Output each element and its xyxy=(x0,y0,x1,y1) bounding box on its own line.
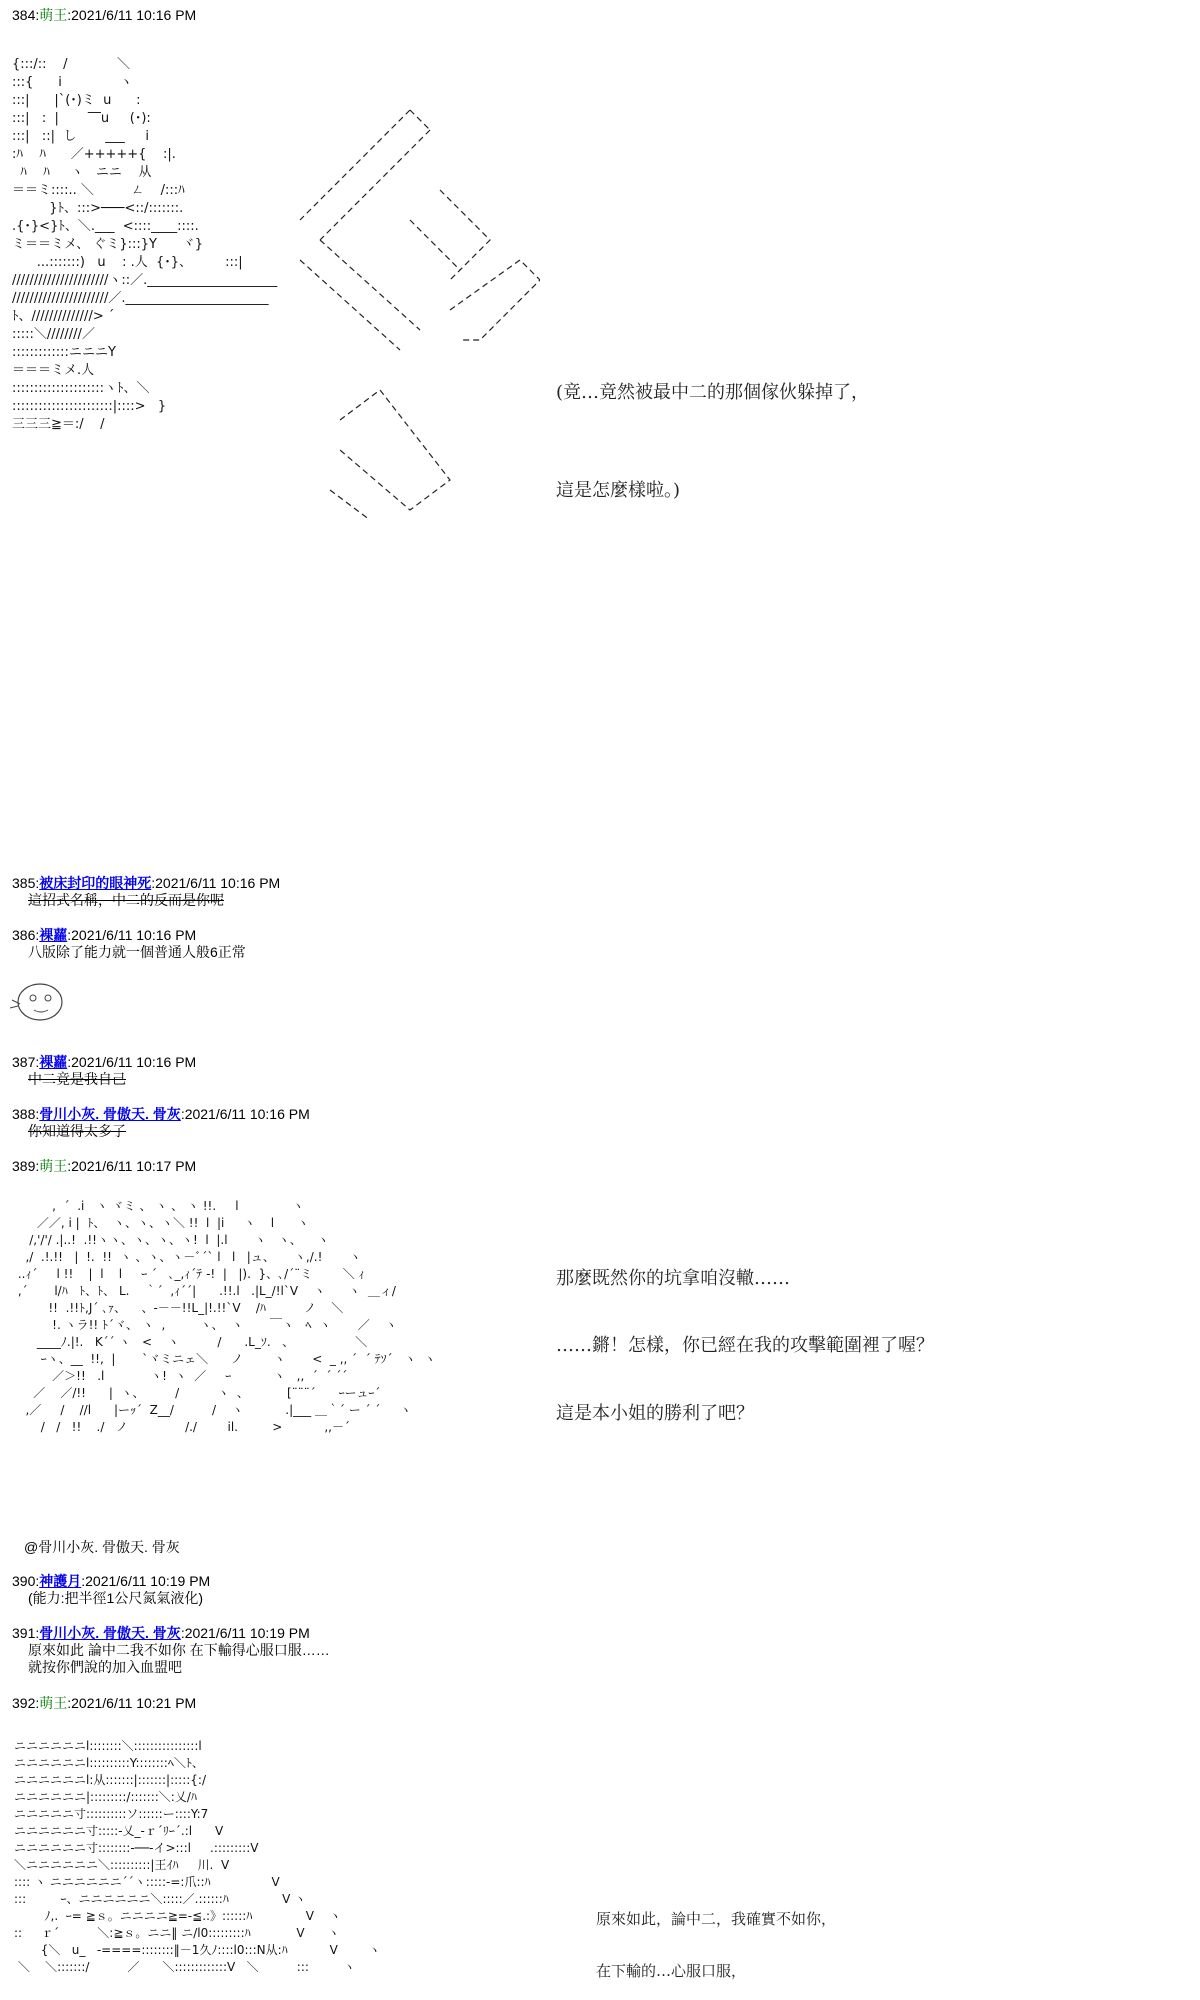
dialog-line: 這是本小姐的勝利了吧？ xyxy=(556,1403,754,1424)
post-number[interactable]: 386 xyxy=(12,927,36,943)
post-number[interactable]: 389 xyxy=(12,1158,36,1174)
ascii-art-389: , ´ .i ヽ ヾミ 、 ヽ 、 ヽ !!. l ヽ ／／, i | ﾄ、 ヽ、ヽ、ヽ＼ !! l |i ヽ l ヽ /,'/'/ .|..! .!!ヽヽ、ヽ、ヽ、ヽ! l |.l ヽ ヽ、 ヽ ,/ .!.!! | !. !! ヽ 、ヽ、ヽ－ﾞ´` l l |ュ、 ヽ,/.! ヽ ..ｨ´ l !! | l l ｰ ´ ､_,ｨ´ﾃ ‐! | |). }、､/´¨ミ ＼ ｨ ,´ l/ﾊ ﾄ、ﾄ、 L. ｀´ ,ｨ´´| .!!.l .|L_/!l`V ヽ ヽ ＿ィ/ !! .!!ﾄ,J´ ､ｧ、 、-－－!!L_|!.!!`V /ﾊ ノ ＼ !. ヽラ!! ﾄ´ヾ、 ヽ , ヽ、 ヽ ￣ヽ ﾍ ヽ ／ ヽ ____ﾉ.|!. K´´ ヽ < ヽ / .L_ｿ. 、 ＼ ｰヽ、__ !!, | `ヾミニェ＼ ノ ヽ < _ ,, ´ ´ ﾃｿ´ ヽ ヽ ／＞!! .l ヽ! ヽ ／ ｰ ヽ ,, ´ ´ ´´ ／ ／/!! | ヽ、 / ヽ 、 [¨¨¨´ ｰーュｰ´ ,／ / //l |ーｯ´ Z__/ / ヽ .|___ ＿｀´ ー ´ ´ ヽ / / !! ./ ノ /./ il. > ,,－´ xyxy=(17,1199,436,1434)
post-date: 2021/6/11 10:16 PM xyxy=(71,1054,197,1070)
poster-name[interactable]: 骨川小灰. 骨傲天. 骨灰 xyxy=(39,1106,181,1122)
ascii-art-392: ニニニニニニl::::::::＼::::::::::::::::l ニニニニニニl::::::::::Y::::::::ﾍ＼ﾄ、 ニニニニニニl:从:::::::|:::::::|:::::{:/ ニニニニニニ|:::::::::/:::::::＼:乂/ﾊ ニニニニニ寸::::::::::ソ::::::ー::::Y:7 ニニニニニニ寸:::::‐乂_‐ｒ´ﾘｰ´.:l V ニニニニニニ寸::::::::‐──‐イ>:::l .:::::::::V ＼ニニニニニニ＼::::::::::|王ｲﾊ 川. V :::: ヽ ニニニニニニ´´ヽ:::::‐=:爪::ﾊ V ::: ｰ、ニニニニニニ＼:::::／.::::::ﾊ V ヽ ﾉ,. ｰ= ≧ｓ。ニニニニ≧=‐≦.:》::::::ﾊ V ヽ :: ｒ´ ＼:≧ｓ。ニニ‖ ニ/l0:::::::::ﾊ V ヽ {＼ u_ ‐====::::::::‖－1久ﾉ::::l0:::N从:ﾊ V ヽ ＼ ＼:::::::/ ／ ＼:::::::::::::V ＼ ::: ヽ xyxy=(14,1739,381,1974)
dialog-line: (竟…竟然被最中二的那個傢伙躲掉了， xyxy=(556,382,870,403)
post-number[interactable]: 385 xyxy=(12,875,36,891)
post-header: 385:被床封印的眼神死:2021/6/11 10:16 PM xyxy=(12,875,281,891)
post-date: 2021/6/11 10:19 PM xyxy=(85,1573,211,1589)
post-body-line-1: 原來如此 論中二我不如你 在下輸得心服口服…… xyxy=(28,1642,330,1658)
poster-name[interactable]: 被床封印的眼神死 xyxy=(39,875,152,891)
post-391 xyxy=(12,1624,330,1676)
poster-name: 萌王 xyxy=(39,1158,68,1174)
post-date: 2021/6/11 10:17 PM xyxy=(71,1158,197,1174)
post-header: 387:裸蘿:2021/6/11 10:16 PM xyxy=(12,1054,197,1070)
post-header: 389:萌王:2021/6/11 10:17 PM xyxy=(12,1158,197,1174)
post-number[interactable]: 387 xyxy=(12,1054,36,1070)
post-number[interactable]: 388 xyxy=(12,1106,36,1122)
poster-name[interactable]: 神護月 xyxy=(39,1573,82,1589)
post-date: 2021/6/11 10:16 PM xyxy=(71,7,197,23)
post-date: 2021/6/11 10:16 PM xyxy=(71,927,197,943)
post-header: 392:萌王:2021/6/11 10:21 PM xyxy=(12,1695,197,1711)
doodle-face-image xyxy=(8,980,68,1024)
poster-name: 萌王 xyxy=(39,7,68,23)
post-392 xyxy=(12,1694,196,1712)
post-body: (能力:把半徑1公尺氮氣液化) xyxy=(28,1590,203,1606)
post-390 xyxy=(12,1572,210,1607)
dialog-line: 在下輸的…心服口服， xyxy=(596,1962,747,1980)
post-body-line-2: 就按你們說的加入血盟吧 xyxy=(28,1659,182,1675)
post-body: 這招式名稱，中二的反而是你呢 xyxy=(28,892,224,908)
post-number[interactable]: 391 xyxy=(12,1625,36,1641)
post-header: 390:神護月:2021/6/11 10:19 PM xyxy=(12,1573,211,1589)
dialog-line: 這是怎麼樣啦。) xyxy=(556,480,681,501)
post-389 xyxy=(12,1157,196,1175)
poster-name: 萌王 xyxy=(39,1695,68,1711)
post-body: 中二竟是我自己 xyxy=(28,1071,126,1087)
poster-name[interactable]: 裸蘿 xyxy=(39,1054,68,1070)
post-date: 2021/6/11 10:21 PM xyxy=(71,1695,197,1711)
post-body: 你知道得太多了 xyxy=(28,1123,126,1139)
reply-mention[interactable]: @骨川小灰. 骨傲天. 骨灰 xyxy=(24,1539,180,1555)
post-384 xyxy=(12,6,196,24)
post-date: 2021/6/11 10:19 PM xyxy=(184,1625,310,1641)
post-number[interactable]: 392 xyxy=(12,1695,36,1711)
post-386 xyxy=(12,926,246,961)
post-387 xyxy=(12,1053,196,1088)
dialog-line: 原來如此，論中二，我確實不如你， xyxy=(596,1910,837,1928)
ascii-art-384: {:::/:: / ＼ :::{ i ヽ :::| |`(･)ミ u : :::| : | ‾‾u (･): :::| ::| し ___ i :ﾊ ﾊ ／+++++{ :|. ﾊ ﾊ ヽ ニニ 从 ＝＝ミ::::.. ＼ ㄥ /:::ﾊ }ﾄ、:::>───<::/:::::::. .{･}<}ﾄ、＼.___ <::::____::::. ミ＝＝ミメ、 ぐミ}:::}Y ヾ} ...:::::::) u : .人 {･}、 :::| //////////////////////ヽ::／.____________________ //////////////////////／.______________________ ﾄ、//////////////> ´ :::::＼////////／ :::::::::::::ニニニY ＝＝＝ミメ.人 :::::::::::::::::::::ヽﾄ、＼ :::::::::::::::::::::::|::::> } 三三三≧＝:/ / xyxy=(12,57,278,432)
post-number[interactable]: 384 xyxy=(12,7,36,23)
post-body: 八版除了能力就一個普通人般6正常 xyxy=(28,944,246,960)
post-header: 386:裸蘿:2021/6/11 10:16 PM xyxy=(12,927,197,943)
post-number[interactable]: 390 xyxy=(12,1573,36,1589)
dialog-line: ……鏘！怎樣，你已經在我的攻擊範圍裡了喔？ xyxy=(556,1335,934,1356)
post-header: 391:骨川小灰. 骨傲天. 骨灰:2021/6/11 10:19 PM xyxy=(12,1625,310,1641)
post-header: 388:骨川小灰. 骨傲天. 骨灰:2021/6/11 10:16 PM xyxy=(12,1106,310,1122)
post-388 xyxy=(12,1105,310,1140)
poster-name[interactable]: 骨川小灰. 骨傲天. 骨灰 xyxy=(39,1625,181,1641)
slash-effect-art xyxy=(280,100,540,520)
post-385 xyxy=(12,874,280,909)
poster-name[interactable]: 裸蘿 xyxy=(39,927,68,943)
post-date: 2021/6/11 10:16 PM xyxy=(184,1106,310,1122)
post-header: 384:萌王:2021/6/11 10:16 PM xyxy=(12,7,197,23)
dialog-line: 那麼既然你的坑拿咱沒轍…… xyxy=(556,1268,790,1289)
post-date: 2021/6/11 10:16 PM xyxy=(155,875,281,891)
